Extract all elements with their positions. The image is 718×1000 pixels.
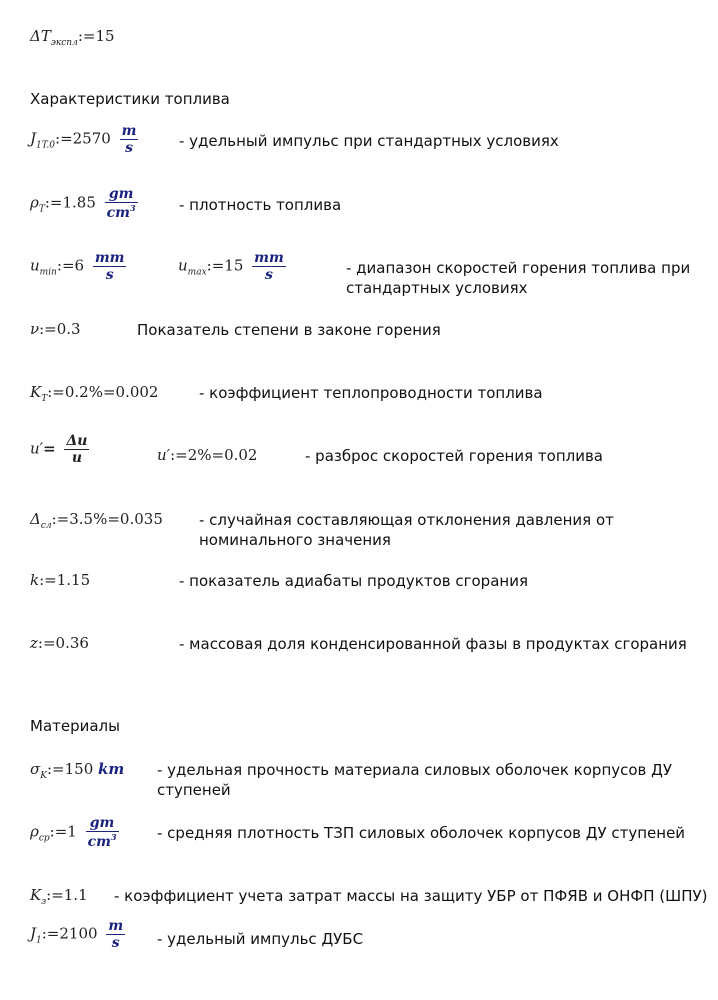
kz-description: - коэффициент учета затрат массы на защиту УБР от ПФЯВ и ОНФП (ШПУ) bbox=[114, 887, 708, 905]
rho-t-description: - плотность топлива bbox=[179, 196, 342, 214]
k-description: - показатель адиабаты продуктов сгорания bbox=[179, 572, 528, 590]
nu-description: Показатель степени в законе горения bbox=[137, 321, 441, 339]
j1t0-description: - удельный импульс при стандартных условиях bbox=[179, 132, 559, 150]
uprime-description: - разброс скоростей горения топлива bbox=[305, 447, 603, 465]
sigma-k-formula: $\sigma_K:=150$ km bbox=[30, 760, 125, 781]
umin-formula: $u_{min}:=6$ $\frac{mm}{s}$ bbox=[30, 250, 125, 283]
z-formula: z:=0.36 bbox=[30, 634, 89, 652]
burn-rate-description: - диапазон скоростей горения топлива при стандартных условиях bbox=[346, 259, 691, 297]
j1t0-formula: $J_{1T.0}:=2570$ $\frac{m}{s}$ bbox=[30, 123, 137, 156]
section-title-fuel: Характеристики топлива bbox=[30, 90, 230, 108]
kz-formula: $K_з:=1.1$ bbox=[30, 886, 88, 907]
delta-sl-formula: $\Delta_{сл}:=3.5\%=0.035$ bbox=[30, 510, 163, 531]
delta-sl-description: - случайная составляющая отклонения давления от номинального значения bbox=[199, 511, 614, 549]
rho-sr-formula: $\rho_{ср}:=1$ $\frac{gm}{cm^3}$ bbox=[30, 815, 117, 850]
rho-sr-description: - средняя плотность ТЗП силовых оболочек корпусов ДУ ступеней bbox=[157, 824, 686, 842]
j1-description: - удельный импульс ДУБС bbox=[157, 930, 364, 948]
nu-formula: ν:=0.3 bbox=[30, 320, 81, 338]
delta-t-expl-formula: $\Delta T_{экспл}:=15$ bbox=[30, 27, 115, 48]
rho-t-formula: $\rho_T:=1.85$ $\frac{gm}{cm^3}$ bbox=[30, 186, 136, 221]
sigma-k-description: - удельная прочность материала силовых оболочек корпусов ДУ ступеней bbox=[157, 761, 673, 799]
kt-formula: $K_T:=0.2\%=0.002$ bbox=[30, 383, 159, 404]
uprime-definition: u′= $\frac{\Delta u}{u}$ bbox=[30, 433, 88, 466]
z-description: - массовая доля конденсированной фазы в продуктах сгорания bbox=[179, 635, 687, 653]
j1-formula: $J_1:=2100$ $\frac{m}{s}$ bbox=[30, 918, 124, 951]
umax-formula: $u_{max}:=15$ $\frac{mm}{s}$ bbox=[178, 250, 284, 283]
kt-description: - коэффициент теплопроводности топлива bbox=[199, 384, 543, 402]
section-title-materials: Материалы bbox=[30, 717, 120, 735]
uprime-formula: u′:=2%=0.02 bbox=[157, 446, 258, 464]
k-formula: k:=1.15 bbox=[30, 571, 91, 589]
